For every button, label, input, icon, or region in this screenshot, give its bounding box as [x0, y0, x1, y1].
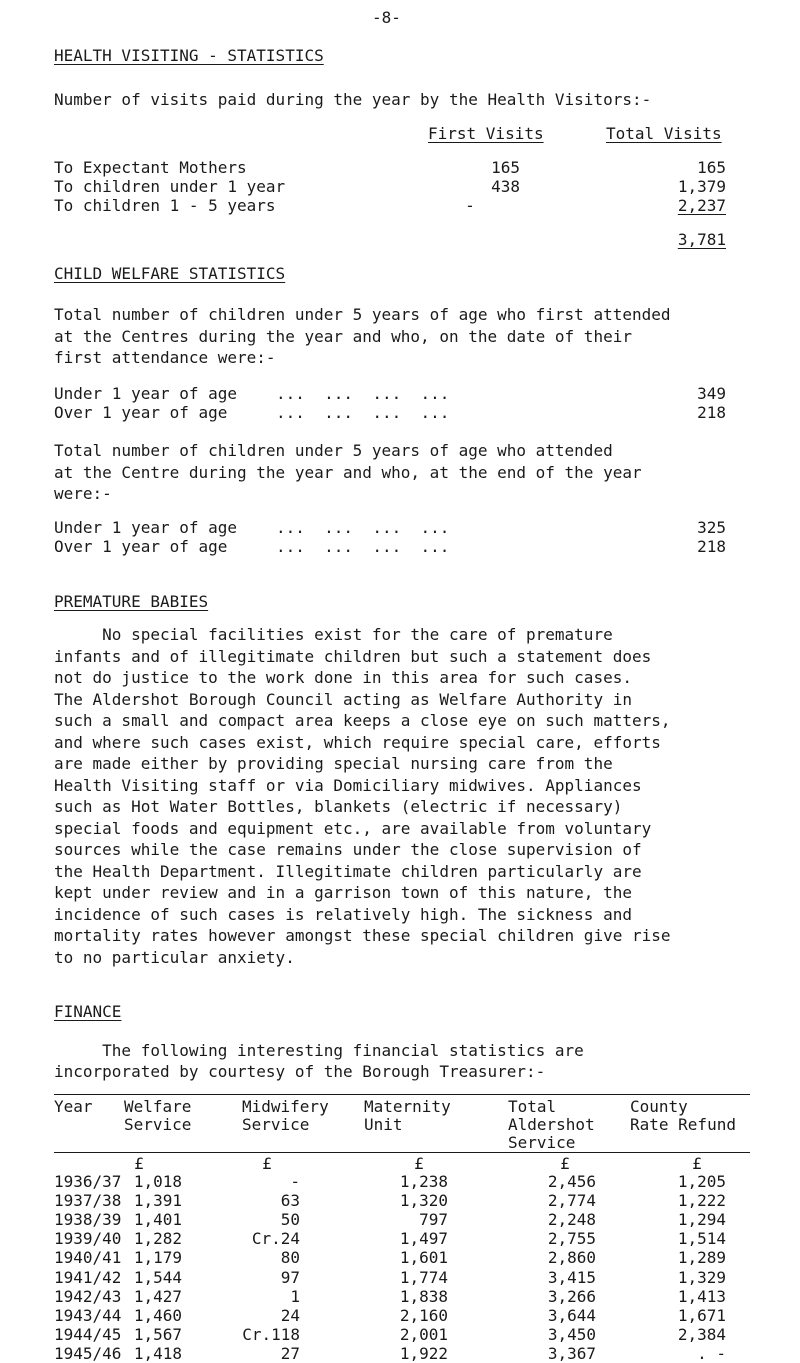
visit-row-label: To children under 1 year — [54, 177, 286, 196]
para-line: and where such cases exist, which require special care, efforts — [54, 732, 661, 752]
header-total: Total Aldershot Service — [508, 1097, 595, 1152]
para-line: The following interesting financial statistics are — [54, 1041, 584, 1060]
cell-maternity: 1,238 — [399, 1172, 448, 1191]
visit-row-label: To children 1 - 5 years — [54, 196, 276, 215]
cell-welfare: 1,460 — [133, 1305, 182, 1325]
cell-welfare: 1,418 — [133, 1343, 182, 1363]
para-line: were:- — [54, 484, 112, 503]
end-row-dots: ... ... ... ... — [276, 537, 450, 556]
header-midwifery: Midwifery Service — [242, 1097, 329, 1134]
cell-year: 1943/44 — [54, 1305, 122, 1325]
child-welfare-para-first — [54, 304, 744, 369]
end-row-value: 325 — [697, 518, 726, 537]
cell-county: 2,384 — [677, 1324, 726, 1344]
finance-intro — [54, 1040, 744, 1082]
visit-row-first: 165 — [491, 158, 520, 177]
header-year: Year — [54, 1097, 93, 1116]
cell-total: 3,266 — [547, 1286, 596, 1306]
cell-maternity: 2,001 — [399, 1324, 448, 1344]
header-welfare: Welfare Service — [124, 1097, 192, 1134]
header-maternity: Maternity Unit — [364, 1097, 451, 1134]
cell-welfare: 1,427 — [133, 1286, 182, 1306]
cell-year: 1937/38 — [54, 1191, 122, 1211]
cell-year: 1939/40 — [54, 1229, 122, 1249]
para-line: such as Hot Water Bottles, blankets (electric if necessary) — [54, 797, 623, 816]
para-line: first attendance were:- — [54, 348, 276, 367]
para-line: incidence of such cases is relatively high. The sickness and — [54, 904, 632, 924]
para-line: Total number of children under 5 years of age who attended — [54, 441, 613, 460]
para-line: at the Centre during the year and who, at the end of the year — [54, 462, 642, 482]
visit-grand-total: 3,781 — [677, 230, 726, 249]
cell-year: 1940/41 — [54, 1248, 122, 1268]
cell-midwifery: - — [290, 1172, 300, 1191]
visit-row-first: 438 — [491, 177, 520, 196]
para-line: special foods and equipment etc., are available from voluntary — [54, 818, 652, 838]
first-row-label: Under 1 year of age — [54, 384, 238, 403]
visit-row-total: 2,237 — [677, 196, 726, 215]
cell-county: 1,671 — [677, 1305, 726, 1325]
para-line: mortality rates however amongst these special children give rise — [54, 926, 671, 945]
para-line: to no particular anxiety. — [54, 947, 295, 967]
end-row-value: 218 — [697, 537, 726, 556]
end-row-label: Over 1 year of age — [54, 537, 228, 556]
cell-year: 1936/37 — [54, 1172, 122, 1191]
first-row-value: 218 — [697, 403, 726, 422]
cell-total: 3,450 — [547, 1324, 596, 1344]
currency-midwifery: £ — [262, 1154, 272, 1173]
cell-year: 1944/45 — [54, 1324, 122, 1344]
finance-heading: FINANCE — [54, 1002, 122, 1021]
cell-county: 1,289 — [677, 1248, 726, 1268]
first-row-value: 349 — [697, 384, 726, 403]
para-line: infants and of illegitimate children but such a statement does — [54, 646, 652, 666]
cell-midwifery: 80 — [280, 1248, 300, 1268]
cell-maternity: 1,497 — [399, 1229, 448, 1249]
cell-welfare: 1,391 — [133, 1191, 182, 1211]
cell-county: 1,294 — [677, 1210, 726, 1230]
cell-maternity: 1,320 — [399, 1191, 448, 1211]
cell-welfare: 1,179 — [133, 1248, 182, 1268]
cell-midwifery: 1 — [290, 1286, 300, 1306]
para-line: No special facilities exist for the care of premature — [54, 625, 613, 644]
cell-maternity: 797 — [419, 1210, 448, 1230]
cell-maternity: 1,922 — [399, 1343, 448, 1363]
premature-heading: PREMATURE BABIES — [54, 592, 209, 611]
cell-total: 2,456 — [547, 1172, 596, 1191]
cell-total: 2,774 — [547, 1191, 596, 1211]
visit-row-total: 165 — [697, 158, 726, 177]
para-line: at the Centres during the year and who, on the date of their — [54, 326, 632, 346]
cell-year: 1938/39 — [54, 1210, 122, 1230]
end-row-label: Under 1 year of age — [54, 518, 238, 537]
premature-paragraph — [54, 624, 744, 968]
cell-maternity: 1,601 — [399, 1248, 448, 1268]
cell-county: 1,222 — [677, 1191, 726, 1211]
page-number: -8- — [372, 8, 401, 27]
currency-maternity: £ — [414, 1154, 424, 1173]
para-line: kept under review and in a garrison town of this nature, the — [54, 883, 632, 902]
first-row-label: Over 1 year of age — [54, 403, 228, 422]
para-line: Health Visiting staff or via Domiciliary midwives. Appliances — [54, 775, 642, 795]
visit-row-label: To Expectant Mothers — [54, 158, 247, 177]
para-line: incorporated by courtesy of the Borough Treasurer:- — [54, 1062, 546, 1081]
cell-welfare: 1,567 — [133, 1324, 182, 1344]
visit-row-total: 1,379 — [677, 177, 726, 196]
cell-welfare: 1,544 — [133, 1267, 182, 1287]
child-welfare-heading: CHILD WELFARE STATISTICS — [54, 264, 286, 283]
cell-midwifery: 97 — [280, 1267, 300, 1287]
cell-welfare: 1,282 — [133, 1229, 182, 1249]
currency-total: £ — [560, 1154, 570, 1173]
currency-welfare: £ — [134, 1154, 144, 1173]
cell-total: 2,755 — [547, 1229, 596, 1249]
cell-year: 1942/43 — [54, 1286, 122, 1306]
cell-midwifery: Cr.118 — [242, 1324, 300, 1344]
cell-total: 3,415 — [547, 1267, 596, 1287]
para-line: sources while the case remains under the close supervision of — [54, 840, 642, 859]
para-line: The Aldershot Borough Council acting as Welfare Authority in — [54, 689, 632, 709]
cell-welfare: 1,018 — [133, 1172, 182, 1191]
cell-midwifery: Cr.24 — [251, 1229, 300, 1249]
cell-year: 1941/42 — [54, 1267, 122, 1287]
para-line: such a small and compact area keeps a close eye on such matters, — [54, 711, 671, 730]
cell-maternity: 2,160 — [399, 1305, 448, 1325]
cell-county: . - — [697, 1343, 726, 1363]
cell-total: 3,644 — [547, 1305, 596, 1325]
cell-midwifery: 63 — [280, 1191, 300, 1211]
cell-total: 2,860 — [547, 1248, 596, 1268]
cell-total: 3,367 — [547, 1343, 596, 1363]
cell-maternity: 1,774 — [399, 1267, 448, 1287]
child-welfare-para-end — [54, 440, 744, 505]
first-row-dots: ... ... ... ... — [276, 403, 450, 422]
health-visiting-intro: Number of visits paid during the year by the Health Visitors:- — [54, 90, 652, 109]
cell-county: 1,413 — [677, 1286, 726, 1306]
para-line: are made either by providing special nursing care from the — [54, 754, 613, 773]
cell-total: 2,248 — [547, 1210, 596, 1230]
currency-county: £ — [692, 1154, 702, 1173]
cell-welfare: 1,401 — [133, 1210, 182, 1230]
first-row-dots: ... ... ... ... — [276, 384, 450, 403]
cell-midwifery: 24 — [280, 1305, 300, 1325]
cell-midwifery: 50 — [280, 1210, 300, 1230]
para-line: Total number of children under 5 years of age who first attended — [54, 305, 671, 324]
header-bottom-rule — [54, 1152, 750, 1153]
para-line: the Health Department. Illegitimate children particularly are — [54, 861, 642, 881]
cell-maternity: 1,838 — [399, 1286, 448, 1306]
col-first-visits: First Visits — [428, 124, 544, 143]
table-top-rule — [54, 1094, 750, 1095]
cell-midwifery: 27 — [280, 1343, 300, 1363]
visit-row-first: - — [465, 196, 475, 215]
health-visiting-heading: HEALTH VISITING - STATISTICS — [54, 46, 324, 65]
cell-county: 1,514 — [677, 1229, 726, 1249]
para-line: not do justice to the work done in this area for such cases. — [54, 668, 632, 687]
cell-county: 1,329 — [677, 1267, 726, 1287]
col-total-visits: Total Visits — [606, 124, 722, 143]
cell-year: 1945/46 — [54, 1343, 122, 1363]
cell-county: 1,205 — [677, 1172, 726, 1191]
header-county: County Rate Refund — [630, 1097, 736, 1134]
end-row-dots: ... ... ... ... — [276, 518, 450, 537]
